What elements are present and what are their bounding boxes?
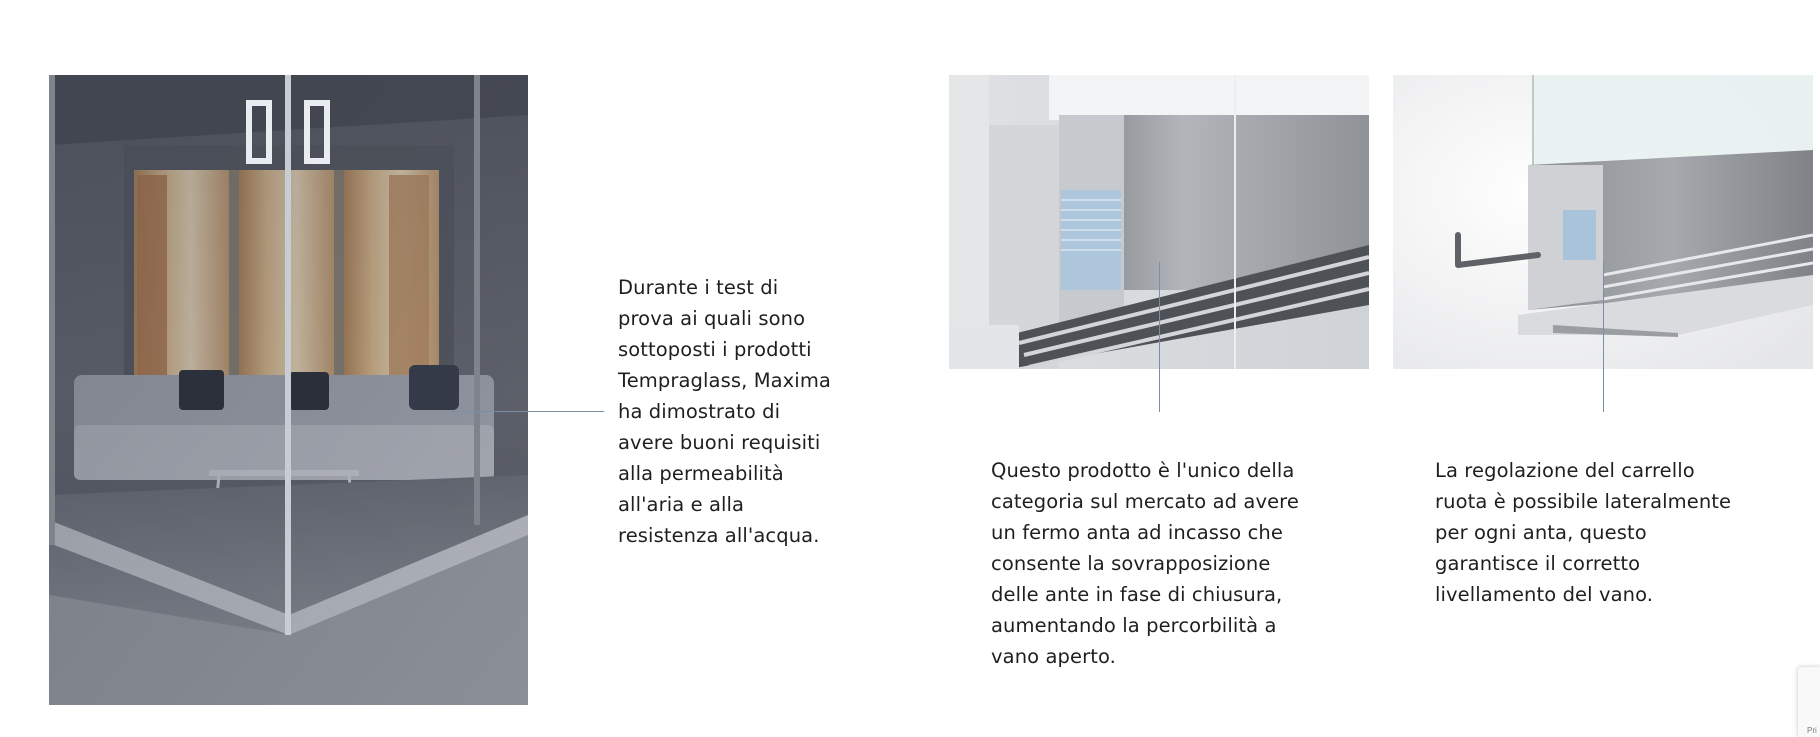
pointer-line-middle	[1159, 262, 1160, 412]
caption-middle-line: aumentando la percorbilità a	[991, 614, 1277, 637]
living-room-glass-corner-photo	[49, 75, 528, 705]
caption-left-line: alla permeabilità	[618, 462, 784, 485]
caption-middle-line: Questo prodotto è l'unico della	[991, 459, 1295, 482]
pointer-line-right	[1603, 262, 1604, 412]
caption-middle-line: un fermo anta ad incasso che	[991, 521, 1283, 544]
caption-middle	[991, 455, 1351, 672]
caption-left-line: all'aria e alla	[618, 493, 745, 516]
caption-right	[1435, 455, 1795, 610]
pointer-line-left	[452, 411, 604, 412]
caption-left-line: avere buoni requisiti	[618, 431, 821, 454]
caption-middle-line: consente la sovrapposizione	[991, 552, 1271, 575]
caption-right-line: La regolazione del carrello	[1435, 459, 1695, 482]
caption-left-line: prova ai quali sono	[618, 307, 806, 330]
caption-middle-line: categoria sul mercato ad avere	[991, 490, 1299, 513]
caption-left-line: Tempraglass, Maxima	[618, 369, 831, 392]
caption-left-line: Durante i test di	[618, 276, 779, 299]
recaptcha-privacy-link[interactable]: Pri	[1807, 726, 1817, 735]
caption-left-line: sottoposti i prodotti	[618, 338, 812, 361]
caption-right-line: garantisce il corretto	[1435, 552, 1641, 575]
caption-left-line: ha dimostrato di	[618, 400, 781, 423]
caption-right-line: livellamento del vano.	[1435, 583, 1654, 606]
caption-right-line: per ogni anta, questo	[1435, 521, 1647, 544]
caption-right-line: ruota è possibile lateralmente	[1435, 490, 1732, 513]
recaptcha-badge[interactable]	[1798, 667, 1820, 737]
caption-middle-line: vano aperto.	[991, 645, 1116, 668]
caption-left-line: resistenza all'acqua.	[618, 524, 820, 547]
caption-middle-line: delle ante in fase di chiusura,	[991, 583, 1283, 606]
caption-left	[618, 272, 858, 551]
